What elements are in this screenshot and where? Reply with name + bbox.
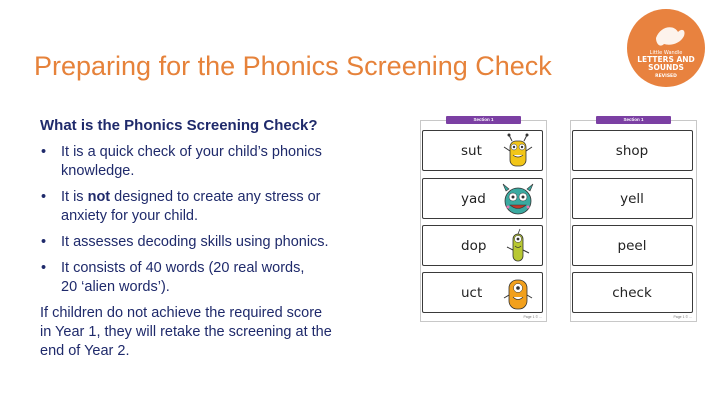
sheet-footer: Page 1 © ... [673, 315, 692, 319]
yellow-monster-icon [500, 133, 536, 170]
svg-text:Little Wandle: Little Wandle [649, 50, 683, 56]
svg-text:LETTERS AND: LETTERS AND [637, 55, 695, 64]
real-word: check [612, 285, 652, 301]
slide-title: Preparing for the Phonics Screening Check [34, 51, 552, 81]
real-word: yell [620, 191, 644, 207]
section-tab: Section 1 [596, 116, 671, 124]
svg-text:REVISED: REVISED [655, 74, 677, 79]
word-card [422, 225, 543, 266]
alien-word: dop [461, 238, 487, 254]
sheet-footer: Page 1 © ... [523, 315, 542, 319]
emphasis-not: not [87, 189, 111, 205]
content-area [40, 117, 390, 361]
word-card [422, 130, 543, 171]
alien-words-sheet [420, 117, 547, 322]
bullet-marker: • [41, 234, 47, 250]
bullet-marker: • [41, 144, 47, 160]
real-words-sheet [570, 117, 697, 322]
svg-text:SOUNDS: SOUNDS [648, 63, 684, 72]
green-monster-icon [500, 228, 536, 265]
word-card [572, 272, 693, 313]
bullet-list [40, 143, 390, 297]
bullet-marker: • [41, 260, 47, 276]
word-card [572, 178, 693, 219]
word-card [422, 178, 543, 219]
real-word: shop [615, 143, 649, 159]
bullet-item: • It is a quick check of your child’s phonics knowledge. [41, 144, 322, 179]
real-word: peel [617, 238, 647, 254]
section-tab: Section 1 [446, 116, 521, 124]
bullet-marker: • [41, 189, 47, 205]
retake-note: If children do not achieve the required score in Year 1, they will retake the screening at the end of Year 2. [40, 305, 332, 359]
alien-word: yad [461, 191, 486, 207]
bullet-item: • It assesses decoding skills using phonics. [41, 234, 329, 250]
bullet-item: • It consists of 40 words (20 real words, 20 ‘alien words’). [41, 260, 305, 295]
orange-monster-icon [500, 275, 536, 312]
alien-word: sut [461, 143, 482, 159]
bullet-item: • It is not designed to create any stress or anxiety for your child. [41, 189, 321, 224]
alien-word: uct [461, 285, 483, 301]
word-card [422, 272, 543, 313]
word-card [572, 225, 693, 266]
teal-monster-icon [500, 181, 536, 218]
little-wandle-logo [626, 8, 706, 88]
subheading: What is the Phonics Screening Check? [40, 117, 318, 134]
word-card [572, 130, 693, 171]
